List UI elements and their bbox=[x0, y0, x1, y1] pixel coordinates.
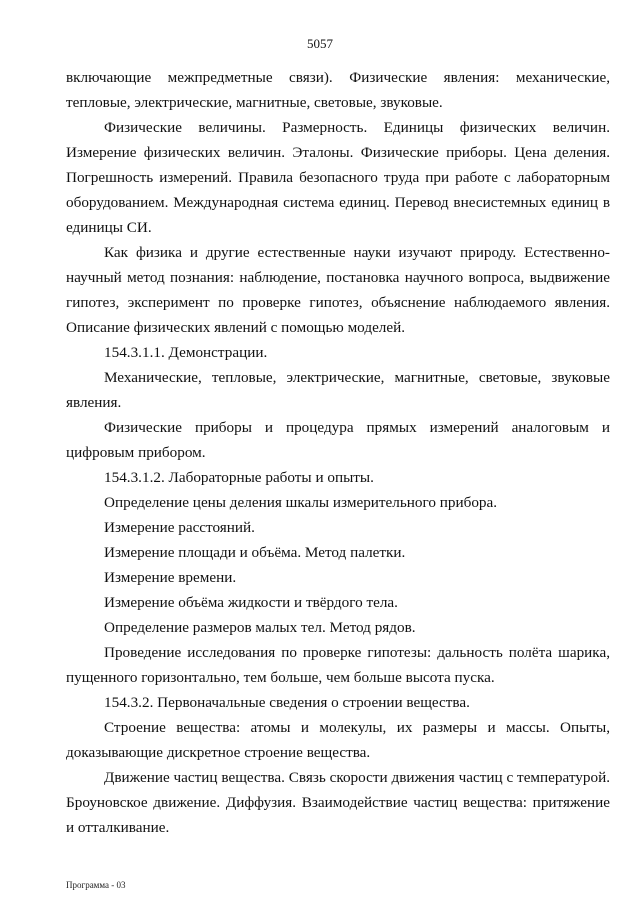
list-item: Определение размеров малых тел. Метод рядов. bbox=[104, 619, 416, 636]
paragraph-particle-motion: Движение частиц вещества. Связь скорости движения частиц с температурой. Броуновское движение. Диффузия. Взаимодействие частиц вещества: притяжение и отталкивание. bbox=[66, 769, 610, 836]
list-item: Определение цены деления шкалы измерительного прибора. bbox=[104, 494, 498, 511]
footer-label: Программа - 03 bbox=[66, 880, 126, 890]
list-item: Измерение времени. bbox=[104, 569, 237, 586]
paragraph-scientific-method: Как физика и другие естественные науки изучают природу. Естественно-научный метод познания: наблюдение, постановка научного вопроса, выдвижение гипотез, эксперимент по проверке гипотез, объяснение наблюдаемого явления. Описание физических явлений с помощью моделей. bbox=[66, 244, 610, 336]
paragraph-instruments: Физические приборы и процедура прямых измерений аналоговым и цифровым прибором. bbox=[66, 419, 610, 461]
list-item: Измерение площади и объёма. Метод палетки. bbox=[104, 544, 406, 561]
paragraph-hypothesis: Проведение исследования по проверке гипотезы: дальность полёта шарика, пущенного горизонтально, тем больше, чем больше высота пуска. bbox=[66, 644, 610, 686]
section-heading-demonstrations: 154.3.1.1. Демонстрации. bbox=[104, 344, 268, 361]
list-item: Измерение расстояний. bbox=[104, 519, 255, 536]
paragraph-phenomena: Механические, тепловые, электрические, магнитные, световые, звуковые явления. bbox=[66, 369, 610, 411]
page-number: 5057 bbox=[307, 36, 333, 51]
body-text bbox=[66, 65, 610, 840]
paragraph-physical-quantities: Физические величины. Размерность. Единицы физических величин. Измерение физических величин. Эталоны. Физические приборы. Цена деления. Погрешность измерений. Правила безопасного труда при работе с лабораторным оборудованием. Международная система единиц. Перевод внесистемных единиц в единицы СИ. bbox=[66, 119, 610, 236]
list-item: Измерение объёма жидкости и твёрдого тела. bbox=[104, 594, 398, 611]
section-heading-lab-works: 154.3.1.2. Лабораторные работы и опыты. bbox=[104, 469, 374, 486]
paragraph-matter-structure: Строение вещества: атомы и молекулы, их размеры и массы. Опыты, доказывающие дискретное строение вещества. bbox=[66, 719, 610, 761]
paragraph-continuation: включающие межпредметные связи). Физические явления: механические, тепловые, электрические, магнитные, световые, звуковые. bbox=[66, 69, 610, 111]
section-heading-matter-structure: 154.3.2. Первоначальные сведения о строении вещества. bbox=[104, 694, 470, 711]
